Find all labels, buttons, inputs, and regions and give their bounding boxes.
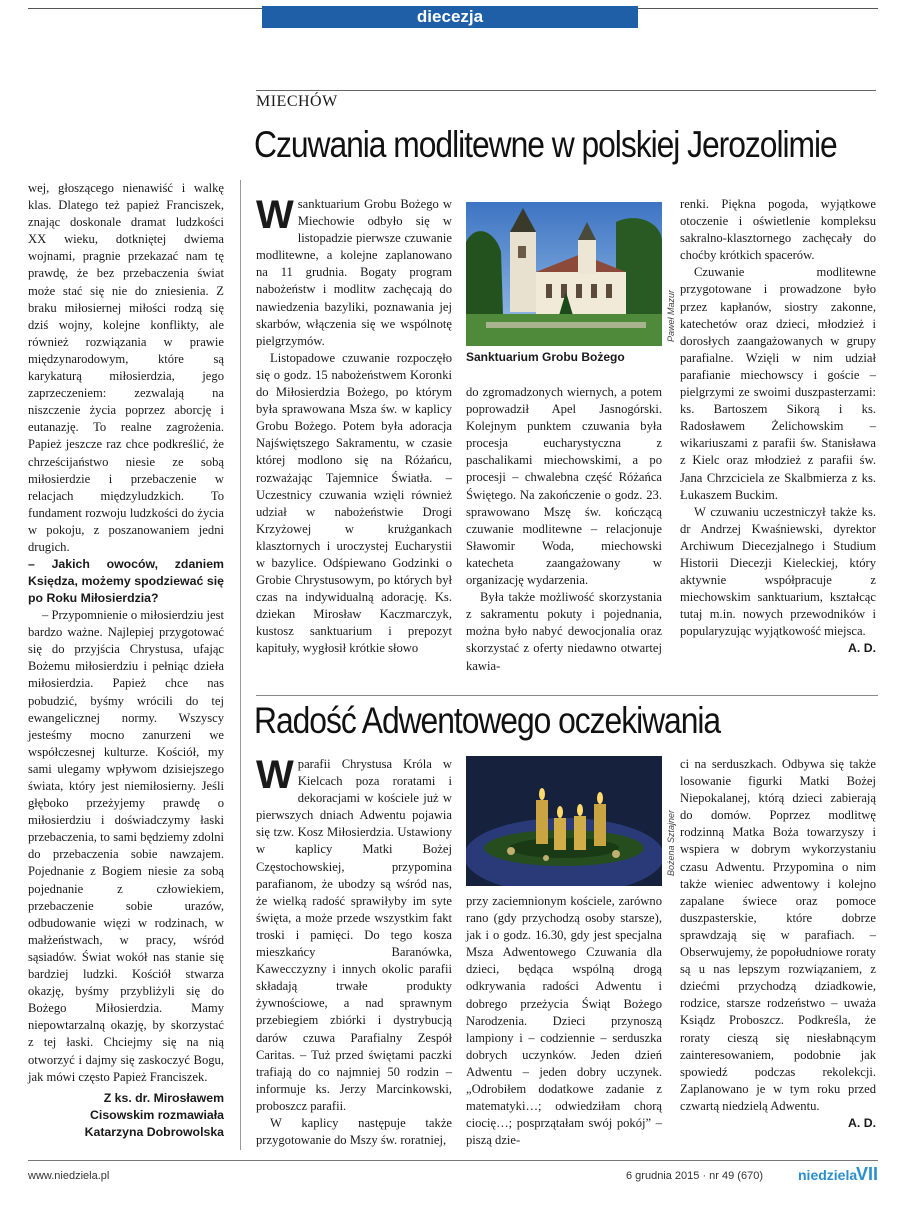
photo-credit: Paweł Mazur: [666, 290, 676, 343]
photo-credit: Bożena Sztajner: [666, 810, 676, 877]
article1-col3: [680, 196, 876, 657]
article1-signature: A. D.: [847, 641, 876, 656]
article2-col2: [466, 893, 662, 1149]
signature-line: Z ks. dr. Mirosławem: [103, 1090, 224, 1105]
footer-website: www.niedziela.pl: [28, 1170, 110, 1182]
signature-line: Katarzyna Dobrowolska: [84, 1124, 224, 1139]
article1-paragraph: renki. Piękna pogoda, wyjątkowe otoczenie i oświetlenie kompleksu sakralno-klasztornego zachęcały do choćby krótkich spacerów.: [680, 197, 876, 263]
article1-kicker: MIECHÓW: [256, 93, 338, 110]
article2-paragraph: ci na serduszkach. Odbywa się także losowanie figurki Matki Bożej Niepokalanej, którą dzieci zabierają do domów. Poprzez modlitwę rodzinną Matka Boża towarzyszy i wspiera w dobrym wykorzystaniu czasu Adwentu. Przypomina o nim także wieniec adwentowy i kolejno zapalane świece oraz pomoce duszpasterskie, które dobrze sprawdzają się w parafiach. – Obserwujemy, że popołudniowe roraty są u nas lepszym rozwiązaniem, z dziećmi przychodzą dziadkowie, rodzice, starsze rodzeństwo – uważa Ksiądz Proboszcz. Podkreśla, że roraty cieszą się niesłabnącym zainteresowaniem, podobnie jak spowiedź podczas rekolekcji. Zaplanowano je w tym roku przed czwartą niedzielą Adwentu.: [680, 757, 876, 1113]
article1-paragraph: Listopadowe czuwanie rozpoczęło się o godz. 15 nabożeństwem Koronki do Miłosierdzia Bożego, po którym była sprawowana Msza św. w kaplicy Grobu Bożego. Potem była adoracja Najświętszego Sakramentu, w czasie której modlono się na Różańcu, rozważając Tajemnice Światła. – Uczestnicy czuwania wzięli również udział w nabożeństwie Drogi Krzyżowej w krużgankach klasztornych i uroczystej Eucharystii w bazylice. Odśpiewano Godzinki o Grobie Chrystusowym, po których był czas na indywidualną adorację. Ks. dziekan Mirosław Kaczmarczyk, kustosz sanktuarium i prepozyt kapituły, wygłosił krótkie słowo: [256, 350, 452, 656]
article2-signature: A. D.: [847, 1115, 876, 1130]
kicker-rule: [256, 90, 876, 91]
article2-paragraph: parafii Chrystusa Króla w Kielcach poza roratami i dekoracjami w kościele już w pierwszych dniach Adwentu pojawia się tzw. Kosz Miłosierdzia. Ustawiony w kaplicy Matki Bożej Częstochowskiej, przypomina parafianom, że ubodzy są wśród nas, że wielką radość sprawiłyby im syte święta, a może przede wszystkim fakt troski i pamięci. Do tego kosza mieszkańcy Baranówka, Kawecczyzny i innych okolic parafii składają trwałe produkty żywnościowe, a nad sprawnym przebiegiem zbiórki i dystrybucją darów czuwa Parafialny Zespół Caritas. – Tuż przed świętami paczki trafiają do co najmniej 50 rodzin – informuje ks. Jerzy Marcinkowski, proboszcz parafii.: [256, 757, 452, 1113]
interview-question: – Jakich owoców, zdaniem Księdza, możemy spodziewać się po Roku Miłosierdzia?: [28, 557, 224, 606]
sanctuary-photo: [466, 202, 662, 346]
article1-paragraph: W czuwaniu uczestniczył także ks. dr Andrzej Kwaśniewski, dyrektor Archiwum Diecezjalnego i Studium Historii Diecezji Kieleckiej, który aktywnie współpracuje z miechowskim sanktuarium, kształcąc tutaj m.in. nowych przewodników i popularyzując wyjątkowość miejsca.: [680, 504, 876, 639]
article1-paragraph: do zgromadzonych wiernych, a potem poprowadził Apel Jasnogórski. Kolejnym punktem czuwania była procesja eucharystyczna z paschalikami miechowskimi, a po procesji – chwalebna część Różańca Świętego. Na zakończenie o godz. 23. sprawowano Mszę św. kończącą czuwanie modlitewne – relacjonuje Sławomir Woda, miechowski katecheta zaangażowany w organizację wydarzenia.: [466, 385, 662, 588]
article2-paragraph: przy zaciemnionym kościele, zarówno rano (gdy przychodzą osoby starsze), jak i o godz. 16.30, gdy jest specjalna Msza Adwentowego Czuwania dla dzieci, będąca wspólną drogą odkrywania radości Adwentu i dobrego przeżycia Świąt Bożego Narodzenia. Dzieci przynoszą lampiony i – codziennie – serduszka dobrych uczynków. Jeden dzień Adwentu – jeden dobry uczynek. „Odrobiłem dodatkowe zadanie z matematyki…; odwiedziłam chorą ciocię…; posprzątałam swój pokój” – piszą dzie-: [466, 894, 662, 1148]
article2-col1: [256, 753, 452, 1149]
interview-answer: – Przypomnienie o miłosierdziu jest bardzo ważne. Najlepiej przygotować się do przyjścia Chrystusa, ufając Bożemu miłosierdziu i pełniąc dzieła miłosierdzia. Papież chce nas pobudzić, byśmy wrócili do tej ewangelicznej normy. Wszyscy jesteśmy mocno zanurzeni we współczesnej kulturze. Kościół, my sami ulegamy wpływom dzisiejszego świata, który jest niemiłosierny. Jeśli głęboko przeżyjemy prawdę o miłosierdziu i doświadczymy łaski przebaczenia, to sami będziemy zdolni do przebaczenia sobie nawzajem. Pojednanie z Bogiem niesie za sobą pojednanie z człowiekiem, przebaczenie sobie urazów, odbudowanie więzi w rodzinach, w małżeństwach, w pracy, wśród sąsiadów. Świat wokół nas stanie się bardziej ludzki. Kościół stwarza okazję, byśmy przybliżyli się do Bożego Miłosierdzia. Mamy niepowtarzalną okazję, by skorzystać z tej łaski. Chciejmy się na nią otworzyć i dajmy się zaskoczyć Bogu, jak mówi często Papież Franciszek.: [28, 608, 224, 1084]
footer-rule: [28, 1160, 878, 1161]
left-paragraph: wej, głoszącego nienawiść i walkę klas. Dlatego też papież Franciszek, znając doskonale dramat ludzkości XX wieku, dotkniętej dwiema wojnami, pragnie przekazać nam tę prawdę, że bez przebaczenia świat może stać się nie do zniesienia. Z braku miłosiernej miłości rodzą się dziś wojny, kolejne konflikty, ale również rozwiązania w prawie międzynarodowym, które są karykaturą miłosierdzia, jego zaprzeczeniem: zezwalają na niszczenie życia poprzez aborcję i eutanazję. To realne zagrożenia. Papież jeszcze raz chce podkreślić, że chrześcijaństwo niesie ze sobą miłosierdzie i przebaczenie w relacjach międzyludzkich. To fundament rozwoju ludzkości do życia w pokoju, z poszanowaniem jedni drugich.: [28, 181, 224, 554]
article2-title: Radość Adwentowego oczekiwania: [254, 700, 721, 741]
footer-brand: niedziela: [798, 1167, 858, 1183]
article1-paragraph: Czuwanie modlitewne przygotowane i prowadzone było przez kapłanów, siostry zakonne, katechetów oraz dzieci, młodzież i dorosłych zaangażowanych w grupy parafialne. Wzięli w nim udział parafianie miechowscy i goście – pielgrzymi ze swoimi duszpasterzami: ks. Bartoszem Sikorą i ks. Radosławem Żelichowskim – wikariuszami z parafii św. Stanisława z Kielc oraz młodzież z parafii św. Jana Chrzciciela ze Skalbmierza z ks. Łukaszem Buckim.: [680, 265, 876, 502]
article1-col2: [466, 384, 662, 675]
article-divider: [256, 695, 878, 696]
drop-cap: W: [256, 753, 294, 797]
article2-col3: [680, 756, 876, 1132]
footer-issue: 6 grudnia 2015 · nr 49 (670): [626, 1170, 763, 1182]
page-number: VII: [856, 1164, 879, 1184]
article1-paragraph: sanktuarium Grobu Bożego w Miechowie odbyło się w listopadzie pierwsze czuwanie modlitewne, a kolejne zaplanowano na 11 grudnia. Bogaty program nabożeństw i modlitw zachęcają do nawiedzenia bazyliki, poznawania jej skarbów, włączenia się we wspólnotę pielgrzymów.: [256, 197, 452, 348]
article1-title: Czuwania modlitewne w polskiej Jerozolimie: [254, 124, 837, 165]
section-tab: diecezja: [262, 6, 638, 28]
article1-col1: [256, 193, 452, 658]
column-divider: [240, 180, 241, 1150]
left-column: [28, 180, 224, 1141]
signature-line: Cisowskim rozmawiała: [90, 1107, 224, 1122]
advent-wreath-photo: [466, 756, 662, 886]
drop-cap: W: [256, 193, 294, 237]
photo-caption: Sanktuarium Grobu Bożego: [466, 350, 625, 364]
article2-paragraph: W kaplicy następuje także przygotowanie do Mszy św. roratniej,: [256, 1115, 452, 1148]
article1-paragraph: Była także możliwość skorzystania z sakramentu pokuty i pojednania, można było nabyć dewocjonalia oraz skorzystać z oferty niedawno otwartej kawia-: [466, 590, 662, 673]
